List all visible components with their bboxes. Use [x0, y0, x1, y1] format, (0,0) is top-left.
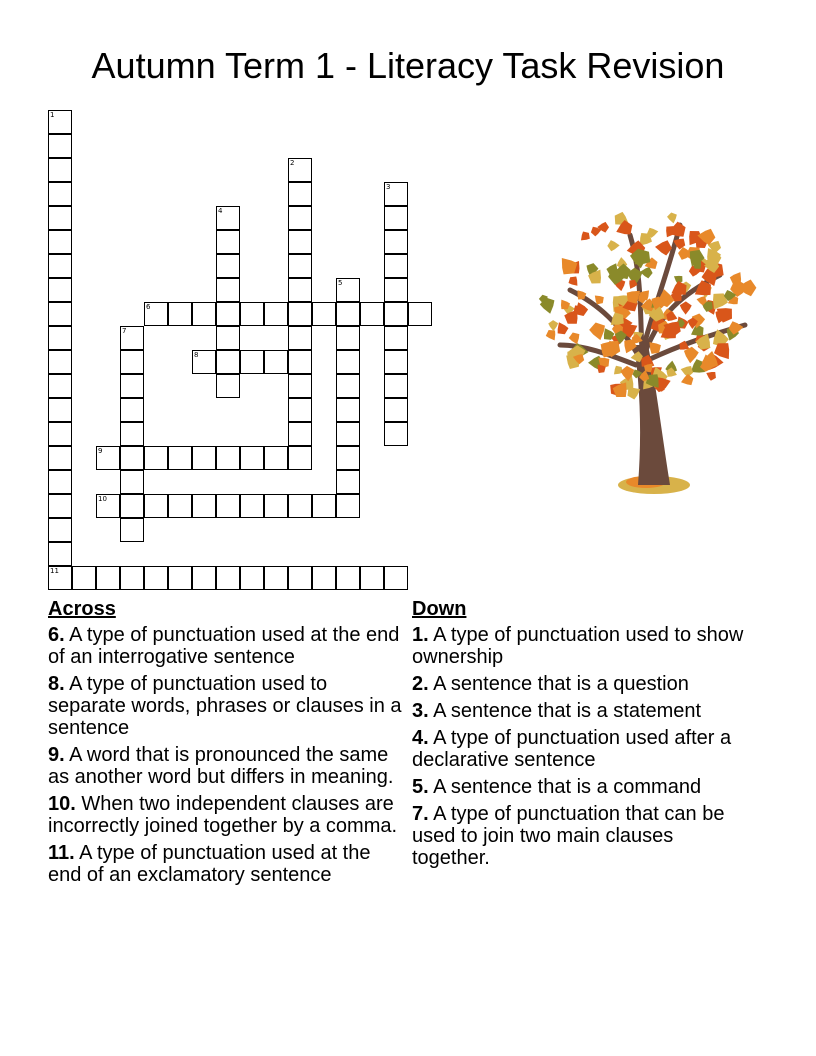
clue-text: A type of punctuation used at the end of an exclamatory sentence	[48, 842, 371, 886]
clue-number: 2.	[412, 673, 429, 695]
crossword-cell[interactable]	[144, 446, 168, 470]
crossword-cell[interactable]	[48, 350, 72, 374]
down-clues	[412, 598, 752, 874]
crossword-cell[interactable]	[336, 350, 360, 374]
crossword-cell[interactable]	[216, 494, 240, 518]
crossword-cell[interactable]	[288, 374, 312, 398]
crossword-cell[interactable]	[48, 158, 72, 182]
crossword-cell[interactable]	[120, 446, 144, 470]
clue-text: A type of punctuation used to separate words, phrases or clauses in a sentence	[48, 673, 402, 739]
crossword-cell[interactable]	[264, 446, 288, 470]
crossword-cell[interactable]	[72, 566, 96, 590]
crossword-cell[interactable]	[288, 326, 312, 350]
clue-text: A type of punctuation used to show ownership	[412, 624, 744, 668]
crossword-cell[interactable]	[120, 350, 144, 374]
crossword-cell[interactable]	[288, 278, 312, 302]
crossword-cell[interactable]	[168, 302, 192, 326]
crossword-cell[interactable]	[120, 374, 144, 398]
crossword-cell[interactable]	[336, 446, 360, 470]
crossword-cell[interactable]	[48, 542, 72, 566]
page-title: Autumn Term 1 - Literacy Task Revision	[91, 45, 725, 86]
crossword-cell[interactable]	[384, 350, 408, 374]
crossword-cell[interactable]	[336, 278, 360, 302]
cell-number: 2	[290, 159, 295, 167]
across-clue-list	[48, 624, 408, 886]
crossword-cell[interactable]	[216, 278, 240, 302]
clue-text: A sentence that is a command	[428, 776, 702, 798]
crossword-cell[interactable]	[48, 326, 72, 350]
crossword-cell[interactable]	[384, 566, 408, 590]
crossword-cell[interactable]	[168, 566, 192, 590]
across-clue	[48, 624, 408, 668]
down-heading: Down	[412, 598, 467, 620]
crossword-cell[interactable]	[288, 566, 312, 590]
crossword-cell[interactable]	[216, 326, 240, 350]
crossword-cell[interactable]	[360, 302, 384, 326]
down-clue	[412, 673, 752, 695]
clue-text: A sentence that is a question	[428, 673, 689, 695]
crossword-cell[interactable]	[312, 494, 336, 518]
crossword-cell[interactable]	[288, 254, 312, 278]
crossword-cell[interactable]	[48, 134, 72, 158]
clue-number: 1.	[412, 624, 429, 646]
cell-number: 6	[146, 303, 151, 311]
crossword-cell[interactable]	[288, 398, 312, 422]
across-clue	[48, 673, 408, 739]
cell-number: 10	[98, 495, 107, 503]
crossword-cell[interactable]	[48, 398, 72, 422]
crossword-cell[interactable]	[96, 494, 120, 518]
crossword-cell[interactable]	[408, 302, 432, 326]
crossword-cell[interactable]	[144, 302, 168, 326]
clue-text: When two independent clauses are incorrectly joined together by a comma.	[48, 793, 398, 837]
crossword-cell[interactable]	[216, 350, 240, 374]
crossword-cell[interactable]	[48, 110, 72, 134]
cell-number: 3	[386, 183, 391, 191]
crossword-cell[interactable]	[48, 374, 72, 398]
crossword-cell[interactable]	[48, 182, 72, 206]
crossword-cell[interactable]	[120, 422, 144, 446]
cell-number: 1	[50, 111, 55, 119]
cell-number: 7	[122, 327, 127, 335]
clue-text: A type of punctuation used after a declarative sentence	[412, 727, 732, 771]
crossword-cell[interactable]	[48, 566, 72, 590]
crossword-cell[interactable]	[216, 302, 240, 326]
crossword-cell[interactable]	[336, 398, 360, 422]
crossword-cell[interactable]	[336, 494, 360, 518]
down-clue-list	[412, 624, 752, 869]
crossword-cell[interactable]	[312, 302, 336, 326]
clue-number: 9.	[48, 744, 65, 766]
crossword-cell[interactable]	[288, 302, 312, 326]
crossword-cell[interactable]	[48, 254, 72, 278]
crossword-cell[interactable]	[48, 494, 72, 518]
crossword-cell[interactable]	[48, 230, 72, 254]
crossword-cell[interactable]	[192, 302, 216, 326]
crossword-cell[interactable]	[96, 446, 120, 470]
clue-text: A type of punctuation used at the end of an interrogative sentence	[48, 624, 400, 668]
crossword-cell[interactable]	[384, 398, 408, 422]
down-clue	[412, 727, 752, 771]
crossword-cell[interactable]	[384, 182, 408, 206]
crossword-cell[interactable]	[360, 566, 384, 590]
crossword-cell[interactable]	[264, 302, 288, 326]
clue-number: 3.	[412, 700, 429, 722]
across-clue	[48, 744, 408, 788]
down-clue	[412, 803, 752, 869]
clue-number: 10.	[48, 793, 76, 815]
crossword-cell[interactable]	[216, 206, 240, 230]
crossword-cell[interactable]	[192, 494, 216, 518]
crossword-cell[interactable]	[192, 446, 216, 470]
crossword-cell[interactable]	[288, 494, 312, 518]
autumn-tree-icon	[530, 195, 770, 505]
crossword-cell[interactable]	[384, 374, 408, 398]
clue-text: A type of punctuation that can be used to join two main clauses together.	[412, 803, 725, 869]
crossword-cell[interactable]	[216, 446, 240, 470]
cell-number: 11	[50, 567, 59, 575]
crossword-cell[interactable]	[96, 566, 120, 590]
crossword-cell[interactable]	[120, 494, 144, 518]
crossword-cell[interactable]	[288, 350, 312, 374]
crossword-cell[interactable]	[48, 422, 72, 446]
crossword-cell[interactable]	[288, 206, 312, 230]
clue-number: 8.	[48, 673, 65, 695]
crossword-cell[interactable]	[336, 422, 360, 446]
crossword-cell[interactable]	[48, 278, 72, 302]
clue-number: 4.	[412, 727, 429, 749]
crossword-cell[interactable]	[48, 302, 72, 326]
crossword-cell[interactable]	[384, 326, 408, 350]
crossword-cell[interactable]	[336, 374, 360, 398]
crossword-cell[interactable]	[216, 230, 240, 254]
crossword-cell[interactable]	[240, 566, 264, 590]
clue-text: A sentence that is a statement	[428, 700, 702, 722]
crossword-cell[interactable]	[336, 326, 360, 350]
crossword-cell[interactable]	[192, 566, 216, 590]
across-heading: Across	[48, 598, 116, 620]
crossword-cell[interactable]	[216, 254, 240, 278]
cell-number: 8	[194, 351, 199, 359]
crossword-cell[interactable]	[240, 302, 264, 326]
crossword-cell[interactable]	[336, 302, 360, 326]
down-clue	[412, 624, 752, 668]
across-clues	[48, 598, 408, 891]
crossword-cell[interactable]	[384, 302, 408, 326]
crossword-cell[interactable]	[240, 494, 264, 518]
crossword-cell[interactable]	[384, 422, 408, 446]
clue-number: 5.	[412, 776, 429, 798]
crossword-cell[interactable]	[48, 446, 72, 470]
crossword-cell[interactable]	[216, 374, 240, 398]
crossword-cell[interactable]	[264, 494, 288, 518]
crossword-cell[interactable]	[192, 350, 216, 374]
crossword-cell[interactable]	[384, 254, 408, 278]
crossword-cell[interactable]	[288, 230, 312, 254]
crossword-cell[interactable]	[336, 470, 360, 494]
down-clue	[412, 700, 752, 722]
crossword-cell[interactable]	[144, 566, 168, 590]
crossword-cell[interactable]	[48, 518, 72, 542]
crossword-cell[interactable]	[48, 470, 72, 494]
crossword-cell[interactable]	[288, 182, 312, 206]
crossword-cell[interactable]	[120, 566, 144, 590]
crossword-cell[interactable]	[312, 566, 336, 590]
clue-number: 7.	[412, 803, 429, 825]
crossword-cell[interactable]	[120, 470, 144, 494]
clue-number: 6.	[48, 624, 65, 646]
crossword-cell[interactable]	[168, 494, 192, 518]
cell-number: 5	[338, 279, 343, 287]
crossword-cell[interactable]	[120, 518, 144, 542]
crossword-cell[interactable]	[120, 326, 144, 350]
crossword-cell[interactable]	[384, 230, 408, 254]
crossword-cell[interactable]	[384, 206, 408, 230]
crossword-cell[interactable]	[264, 566, 288, 590]
crossword-cell[interactable]	[144, 494, 168, 518]
crossword-cell[interactable]	[288, 158, 312, 182]
down-clue	[412, 776, 752, 798]
crossword-cell[interactable]	[216, 566, 240, 590]
crossword-cell[interactable]	[384, 278, 408, 302]
crossword-cell[interactable]	[288, 446, 312, 470]
crossword-cell[interactable]	[168, 446, 192, 470]
crossword-cell[interactable]	[120, 398, 144, 422]
across-clue	[48, 842, 408, 886]
cell-number: 9	[98, 447, 103, 455]
crossword-cell[interactable]	[336, 566, 360, 590]
crossword-cell[interactable]	[240, 446, 264, 470]
clue-number: 11.	[48, 842, 75, 864]
clue-text: A word that is pronounced the same as another word but differs in meaning.	[48, 744, 394, 788]
crossword-cell[interactable]	[240, 350, 264, 374]
cell-number: 4	[218, 207, 223, 215]
across-clue	[48, 793, 408, 837]
crossword-cell[interactable]	[264, 350, 288, 374]
crossword-cell[interactable]	[48, 206, 72, 230]
crossword-cell[interactable]	[288, 422, 312, 446]
